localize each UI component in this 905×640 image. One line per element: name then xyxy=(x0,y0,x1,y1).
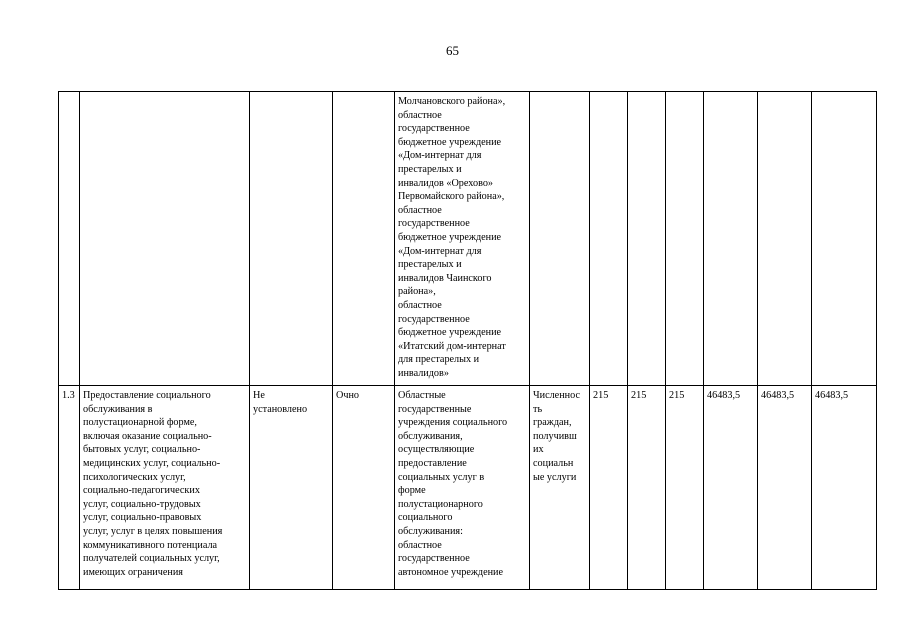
cell-value-3: 215 xyxy=(666,386,704,590)
cell-institutions: Областные государственные учреждения социального обслуживания, осуществляющие предоставление социальных услуг в форме полустационарного социального обслуживания: областное государственное автономное учреждение xyxy=(395,386,530,590)
cell-service-name: Предоставление социального обслуживания в полустационарной форме, включая оказание социально- бытовых услуг, социально- медицинских услуг, социально- психологических услуг, социально-педагогических услуг, социально-трудовых услуг, социально-правовых услуг, услуг в целях повышения коммуникативного потенциала получателей социальных услуг, имеющих ограничения xyxy=(80,386,250,590)
cell-finance-2 xyxy=(758,92,812,386)
cell-form: Очно xyxy=(333,386,395,590)
cell-finance-3 xyxy=(812,92,877,386)
cell-service-name xyxy=(80,92,250,386)
cell-indicator: Численнос ть граждан, получивш их социальн ые услуги xyxy=(530,386,590,590)
cell-value-1: 215 xyxy=(590,386,628,590)
cell-finance-2: 46483,5 xyxy=(758,386,812,590)
cell-institutions: Молчановского района», областное государственное бюджетное учреждение «Дом-интернат для престарелых и инвалидов «Орехово» Первомайского района», областное государственное бюджетное учреждение «Дом-интернат для престарелых и инвалидов Чаинского района», областное государственное бюджетное учреждение «Итатский дом-интернат для престарелых и инвалидов» xyxy=(395,92,530,386)
cell-finance-1: 46483,5 xyxy=(704,386,758,590)
cell-number xyxy=(59,92,80,386)
cell-value-2 xyxy=(628,92,666,386)
services-table xyxy=(58,91,877,590)
cell-finance-1 xyxy=(704,92,758,386)
cell-category xyxy=(250,92,333,386)
cell-value-3 xyxy=(666,92,704,386)
cell-number: 1.3 xyxy=(59,386,80,590)
cell-indicator xyxy=(530,92,590,386)
table-row-1-3 xyxy=(59,386,877,590)
table-row-continued xyxy=(59,92,877,386)
cell-value-2: 215 xyxy=(628,386,666,590)
cell-form xyxy=(333,92,395,386)
cell-finance-3: 46483,5 xyxy=(812,386,877,590)
cell-category: Не установлено xyxy=(250,386,333,590)
cell-value-1 xyxy=(590,92,628,386)
page-number: 65 xyxy=(446,43,459,58)
